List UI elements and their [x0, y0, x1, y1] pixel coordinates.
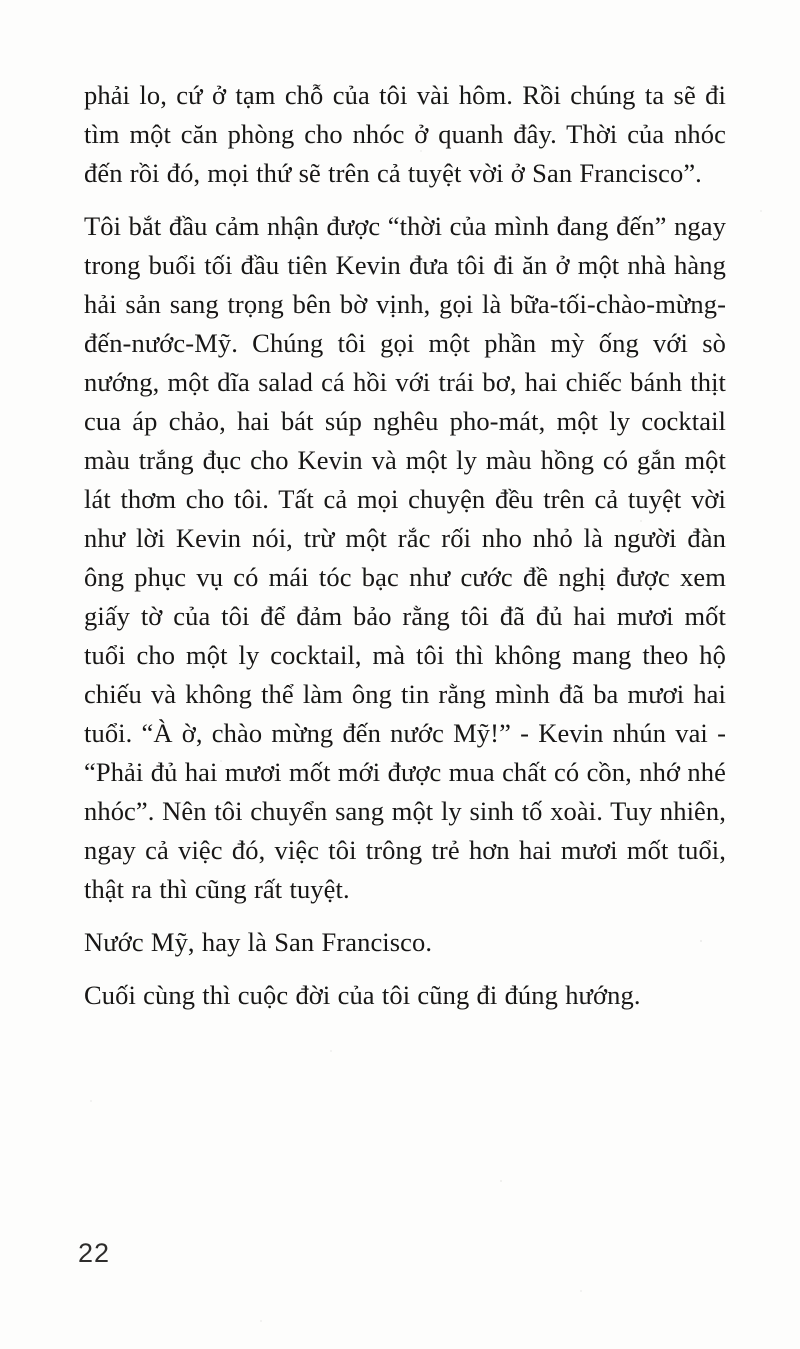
body-text	[84, 76, 726, 1029]
body-paragraph: phải lo, cứ ở tạm chỗ của tôi vài hôm. Rồi chúng ta sẽ đi tìm một căn phòng cho nhóc ở quanh đây. Thời của nhóc đến rồi đó, mọi thứ sẽ trên cả tuyệt vời ở San Francisco”.	[84, 80, 726, 188]
body-paragraph: Nước Mỹ, hay là San Francisco.	[84, 927, 433, 957]
page-number: 22	[78, 1238, 111, 1268]
scan-noise	[0, 0, 2, 2]
body-paragraph: Tôi bắt đầu cảm nhận được “thời của mình đang đến” ngay trong buổi tối đầu tiên Kevin đưa tôi đi ăn ở một nhà hàng hải sản sang trọng bên bờ vịnh, gọi là bữa-tối-chào-mừng-đến-nước-Mỹ. Chúng tôi gọi một phần mỳ ống với sò nướng, một dĩa salad cá hồi với trái bơ, hai chiếc bánh thịt cua áp chảo, hai bát súp nghêu pho-mát, một ly cocktail màu trắng đục cho Kevin và một ly màu hồng có gắn một lát thơm cho tôi. Tất cả mọi chuyện đều trên cả tuyệt vời như lời Kevin nói, trừ một rắc rối nho nhỏ là người đàn ông phục vụ có mái tóc bạc như cước đề nghị được xem giấy tờ của tôi để đảm bảo rằng tôi đã đủ hai mươi mốt tuổi cho một ly cocktail, mà tôi thì không mang theo hộ chiếu và không thể làm ông tin rằng mình đã ba mươi hai tuổi. “À ờ, chào mừng đến nước Mỹ!” - Kevin nhún vai - “Phải đủ hai mươi mốt mới được mua chất có cồn, nhớ nhé nhóc”. Nên tôi chuyển sang một ly sinh tố xoài. Tuy nhiên, ngay cả việc đó, việc tôi trông trẻ hơn hai mươi mốt tuổi, thật ra thì cũng rất tuyệt.	[84, 211, 726, 904]
body-paragraph: Cuối cùng thì cuộc đời của tôi cũng đi đúng hướng.	[84, 980, 641, 1010]
